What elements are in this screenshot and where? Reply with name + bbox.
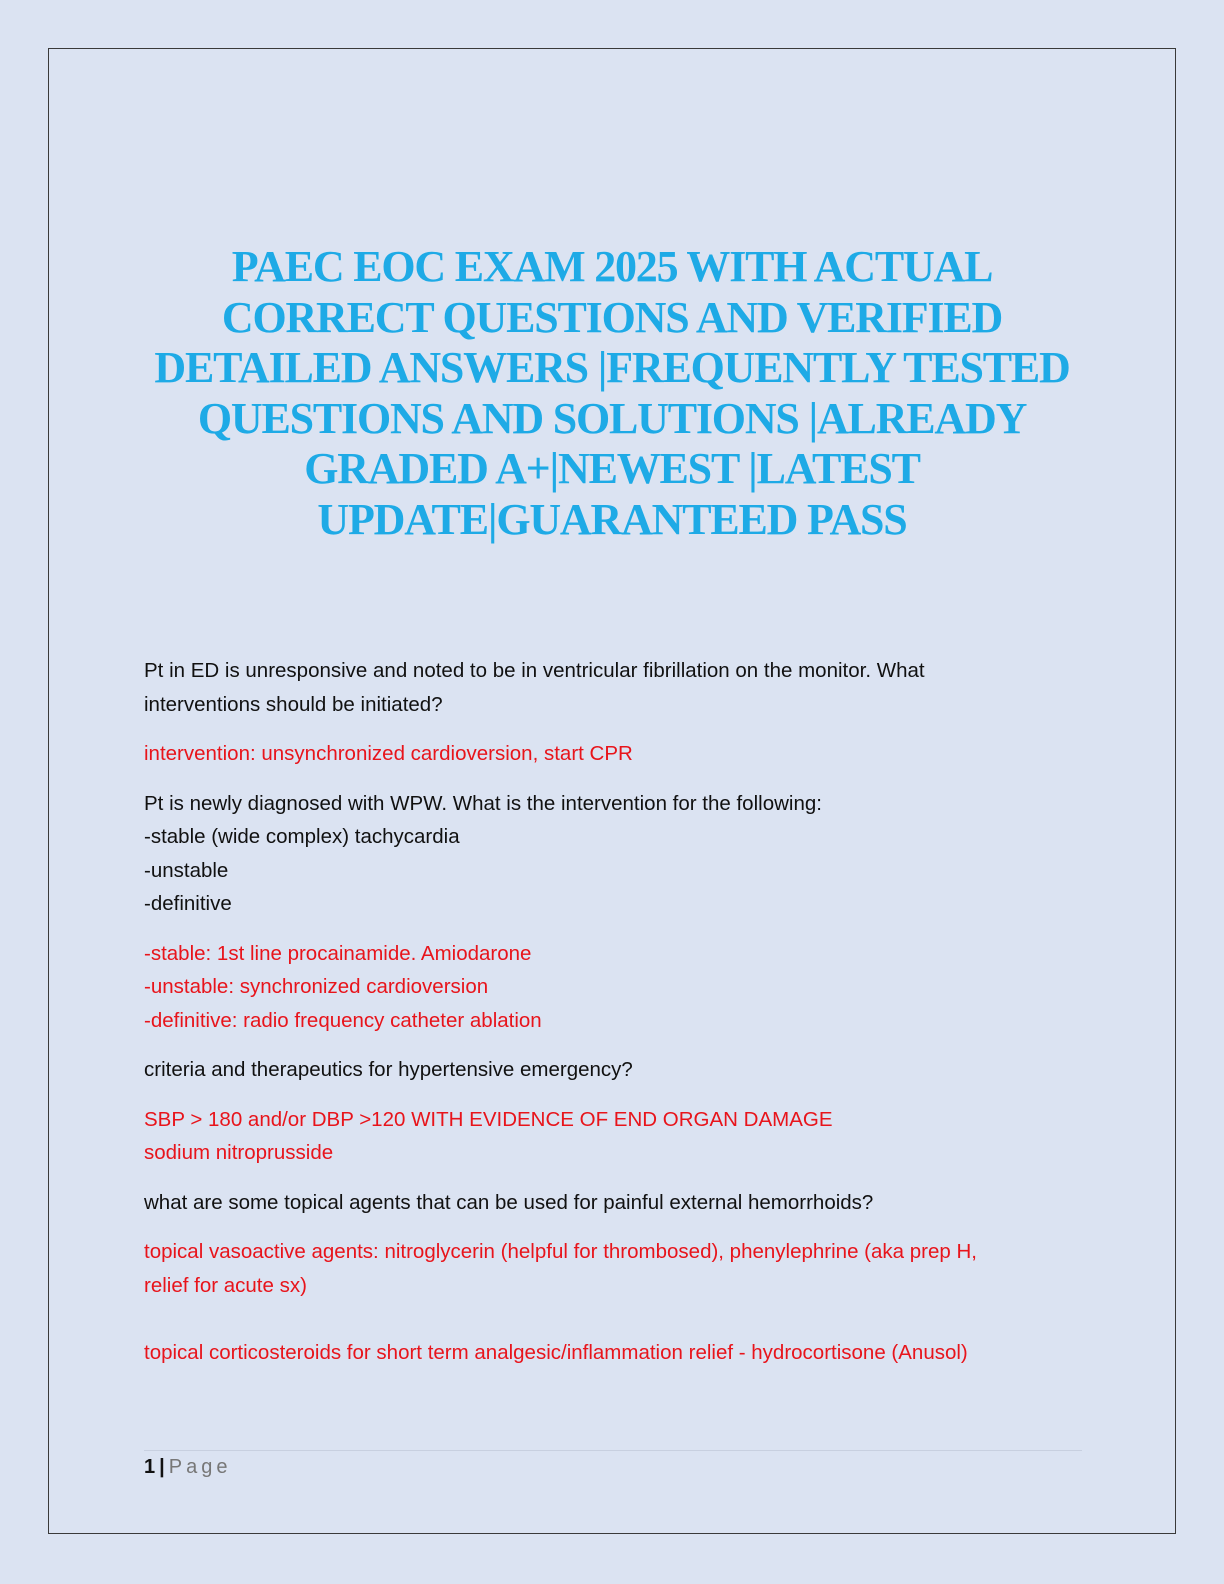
title-line: QUESTIONS AND SOLUTIONS |ALREADY	[197, 393, 1027, 443]
answer-block	[144, 1103, 1104, 1170]
question-block	[144, 1186, 1104, 1220]
title-line: DETAILED ANSWERS |FREQUENTLY TESTED	[154, 343, 1070, 392]
question-line: -unstable	[144, 858, 229, 882]
title-line: GRADED A+|NEWEST |LATEST	[304, 444, 920, 493]
answer-line: -stable: 1st line procainamide. Amiodarone	[144, 941, 532, 965]
answer-line: relief for acute sx)	[144, 1273, 307, 1297]
answer-block	[144, 937, 1104, 1038]
page-label: Page	[168, 1456, 232, 1478]
footer-divider	[144, 1450, 1082, 1451]
question-line: what are some topical agents that can be used for painful external hemorrhoids?	[144, 1190, 874, 1214]
answer-line: -unstable: synchronized cardioversion	[144, 975, 489, 998]
answer-line: SBP > 180 and/or DBP >120 WITH EVIDENCE OF END ORGAN DAMAGE	[144, 1107, 833, 1131]
question-line: Pt is newly diagnosed with WPW. What is the intervention for the following:	[144, 791, 822, 815]
qa-content	[144, 654, 1104, 1385]
answer-block	[144, 737, 1104, 771]
footer-separator: |	[159, 1456, 165, 1478]
answer-line: topical vasoactive agents: nitroglycerin (helpful for thrombosed), phenylephrine (aka prep H,	[144, 1240, 977, 1263]
answer-line: intervention: unsynchronized cardioversion, start CPR	[144, 742, 633, 765]
answer-line: topical corticosteroids for short term analgesic/inflammation relief - hydrocortisone (Anusol)	[144, 1340, 968, 1364]
question-block	[144, 654, 1104, 721]
document-title	[120, 242, 1104, 545]
question-line: -stable (wide complex) tachycardia	[144, 825, 460, 848]
question-line: interventions should be initiated?	[144, 692, 443, 716]
question-line: criteria and therapeutics for hypertensive emergency?	[144, 1058, 633, 1081]
question-block	[144, 1053, 1104, 1087]
page-number: 1	[144, 1456, 156, 1478]
title-line: CORRECT QUESTIONS AND VERIFIED	[221, 292, 1003, 342]
question-line: -definitive	[144, 892, 232, 915]
blank-line	[144, 1302, 1104, 1336]
answer-block	[144, 1235, 1104, 1369]
page-footer	[144, 1454, 231, 1480]
answer-line: -definitive: radio frequency catheter ablation	[144, 1008, 542, 1032]
question-line: Pt in ED is unresponsive and noted to be in ventricular fibrillation on the monitor. What	[144, 659, 925, 682]
question-block	[144, 787, 1104, 921]
answer-line: sodium nitroprusside	[144, 1141, 334, 1164]
title-line: PAEC EOC EXAM 2025 WITH ACTUAL	[231, 242, 993, 291]
title-line: UPDATE|GUARANTEED PASS	[317, 494, 907, 544]
